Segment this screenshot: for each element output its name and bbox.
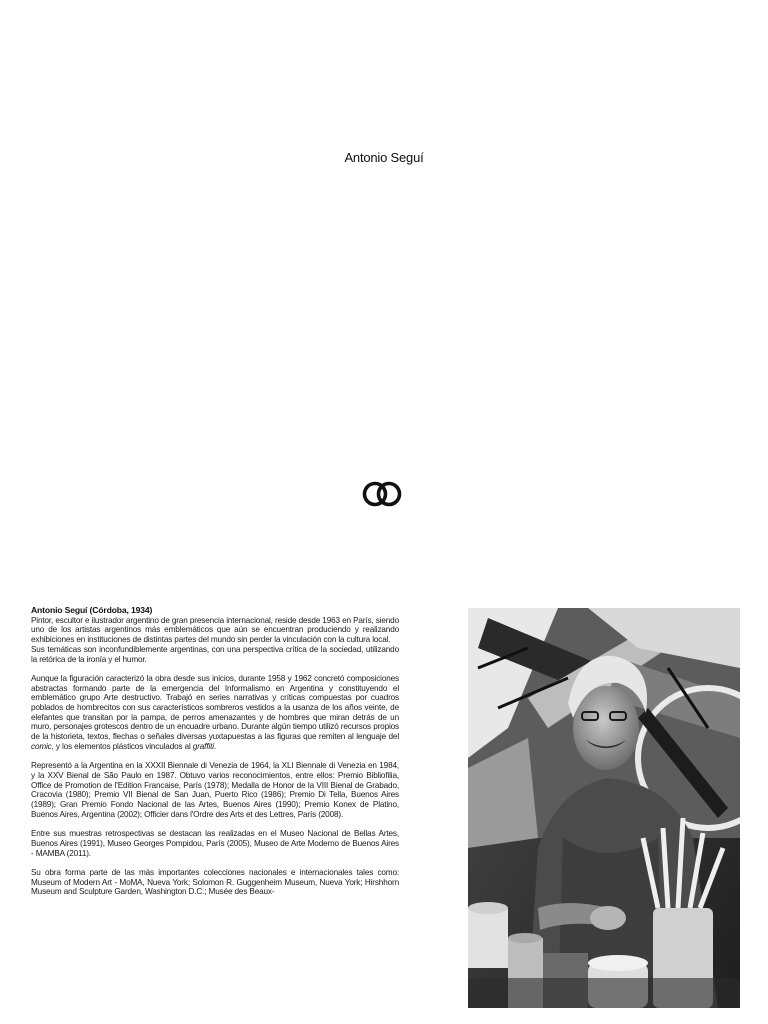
bio-text-1: Pintor, escultor e ilustrador argentino de gran presencia internacional, reside desde 1963 en París, siendo uno de los artistas argentinos más emblemáticos que aún se encuentran produciendo y realizando exhibiciones en instituciones de distintas partes del mundo sin perder la vinculación con la cultura local. [31, 615, 399, 645]
interlocked-rings-icon [361, 478, 403, 510]
bio-paragraph-5: Su obra forma parte de las más importantes colecciones nacionales e internacionales tales como: Museum of Modern Art - MoMA, Nueva York; Solomon R. Guggenheim Museum, Nueva York; Hirshhorn Museum and Sculpture Garden, Washington D.C.; Musée des Beaux- [31, 867, 399, 897]
bio-graffiti-word: graffiti [192, 741, 214, 751]
bio-text-2a: Aunque la figuración caracterizó la obra desde sus inicios, durante 1958 y 1962 concretó composiciones abstractas formando parte de la emergencia del Informalismo en Argentina y constituyendo el emblemático grupo Arte destructivo. Trabajó en series narrativas y críticas compuestas por cuadros poblados de hombrecitos con sus característicos sombreros vestidos a la usanza de los años veinte, de elefantes que transitan por la pampa, de perros amenazantes y de hombres que miran detrás de un muro, personajes grotescos dentro de un encuadre urbano. Durante algún tiempo utilizó recursos propios de la historieta, textos, flechas o señales diversas yuxtapuestas a las figuras que remiten al lenguaje del [31, 673, 399, 742]
bio-comic-word: comic, [31, 741, 54, 751]
bio-paragraph-4: Entre sus muestras retrospectivas se destacan las realizadas en el Museo Nacional de Bellas Artes, Buenos Aires (1991), Museo Georges Pompidou, París (2005), Museo de Arte Moderno de Buenos Aires - MAMBA (2011). [31, 829, 399, 858]
bio-paragraph-1 [31, 606, 399, 664]
bio-text-2b: y los elementos plásticos vinculados al [53, 741, 193, 751]
biography-text [31, 606, 399, 907]
bio-paragraph-2 [31, 674, 399, 752]
bio-heading: Antonio Seguí (Córdoba, 1934) [31, 605, 153, 615]
bio-paragraph-3: Representó a la Argentina en la XXXII Biennale di Venezia de 1964, la XLI Biennale di Venezia en 1984, y la XXV Bienal de São Paulo en 1987. Obtuvo varios reconocimientos, entre ellos: Premio Bibliofilia, Office de Promotion de l'Edition Francaise, París (1978); Medalla de Honor de la VIII Bienal de Grabado, Cracovia (1980); Premio VII Bienal de San Juan, Puerto Rico (1986); Premio Di Tella, Buenos Aires (1989); Gran Premio Fondo Nacional de las Artes, Buenos Aires (1990); Premio Konex de Platino, Buenos Aires, Argentina (2002); Officier dans l'Ordre des Arts et des Lettres, París (2008). [31, 761, 399, 819]
photo-illustration [468, 608, 740, 1008]
artist-portrait-photo [468, 608, 740, 1008]
bio-text-1b: Sus temáticas son inconfundiblemente argentinas, con una perspectiva crítica de la sociedad, utilizando la retórica de la ironía y el humor. [31, 644, 399, 664]
bio-text-2c: . [213, 741, 217, 751]
page-title: Antonio Seguí [344, 150, 424, 165]
